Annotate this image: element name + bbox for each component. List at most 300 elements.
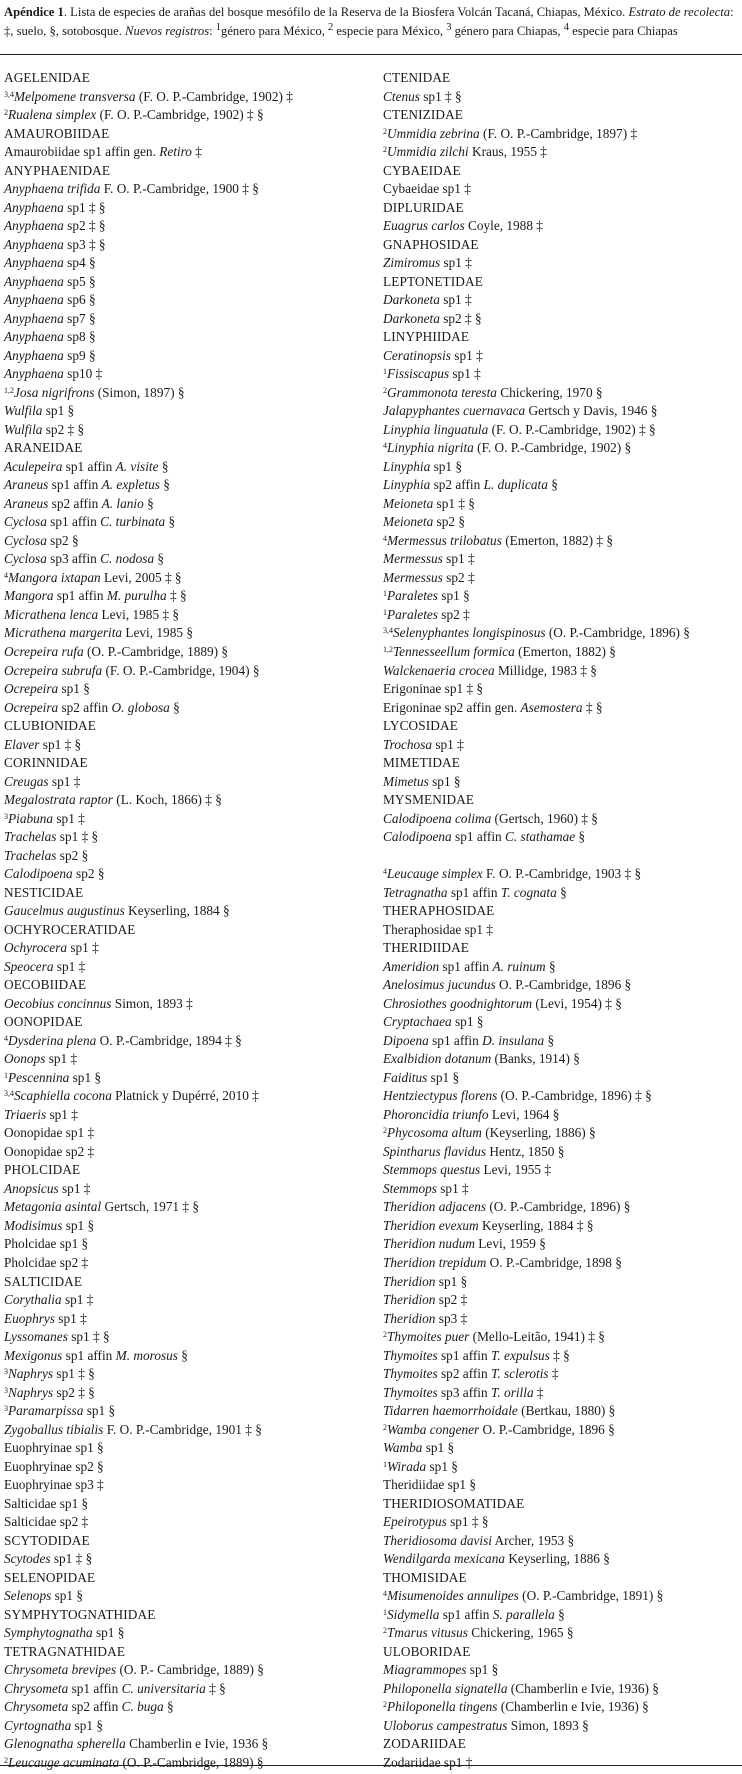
entry-text: sp1 ‡ xyxy=(450,347,483,363)
new-record-marker: 3,4 xyxy=(4,89,14,99)
entry-text: sp1 ‡ § xyxy=(56,829,99,845)
taxon-name: Calodipoena xyxy=(383,829,452,845)
species-entry xyxy=(383,1439,723,1458)
family-heading xyxy=(383,1569,723,1588)
taxon-name: Jalapyphantes cuernavaca xyxy=(383,403,526,419)
family-heading xyxy=(4,921,344,940)
taxon-name: Metagonia asintal xyxy=(4,1199,102,1215)
species-entry xyxy=(4,1180,344,1199)
entry-text: sp1 affin xyxy=(62,1347,116,1363)
entry-text: sp2 § xyxy=(433,514,465,530)
species-entry xyxy=(383,699,723,718)
family-heading xyxy=(4,1643,344,1662)
species-entry xyxy=(383,1273,723,1292)
new-record-marker: 4 xyxy=(4,570,8,580)
entry-text: (Emerton, 1882) ‡ § xyxy=(501,532,614,548)
entry-text: § xyxy=(165,514,176,530)
entry-text: F. O. P.-Cambridge, 1900 ‡ § xyxy=(100,181,259,197)
entry-text: sp2 ‡ xyxy=(435,1292,468,1308)
entry-text: sp8 § xyxy=(63,329,96,345)
taxon-name: Euophrys xyxy=(4,1310,55,1326)
species-entry xyxy=(383,828,723,847)
species-entry xyxy=(383,476,723,495)
species-entry xyxy=(383,513,723,532)
species-entry xyxy=(383,1161,723,1180)
new-record-marker: 3 xyxy=(4,1367,8,1377)
species-entry xyxy=(4,1069,344,1088)
affin-taxon-name: D. insulana xyxy=(482,1032,545,1048)
taxon-name: Anyphaena xyxy=(4,236,64,252)
bottom-rule xyxy=(0,1765,742,1766)
taxon-name: Zygoballus tibialis xyxy=(4,1421,104,1437)
entry-text: sp1 affin xyxy=(48,477,102,493)
entry-text: sp1 ‡ xyxy=(61,1292,94,1308)
species-entry xyxy=(383,1217,723,1236)
entry-text: (O. P.-Cambridge, 1896) ‡ § xyxy=(497,1088,652,1104)
new-record-marker: 1 xyxy=(383,1607,387,1617)
species-entry xyxy=(4,606,344,625)
entry-text: O. P.-Cambridge, 1896 § xyxy=(495,977,632,993)
taxon-name: Anelosimus jucundus xyxy=(383,977,496,993)
entry-text: sp1 § xyxy=(71,1717,104,1733)
species-entry xyxy=(383,1032,723,1051)
taxon-name: Phoroncidia triunfo xyxy=(383,1106,489,1122)
entry-text: Levi, 1964 § xyxy=(488,1106,560,1122)
taxon-name: Araneus xyxy=(4,477,49,493)
taxon-name: Chrysometa brevipes xyxy=(4,1662,117,1678)
species-entry xyxy=(383,495,723,514)
entry-text: Pholcidae sp2 ‡ xyxy=(4,1255,89,1270)
family-heading xyxy=(4,162,344,181)
taxon-name: Ummidia zilchi xyxy=(387,144,469,160)
species-entry xyxy=(4,495,344,514)
species-entry xyxy=(4,1439,344,1458)
taxon-name: Walckenaeria crocea xyxy=(383,662,495,678)
family-heading xyxy=(4,717,344,736)
species-entry xyxy=(383,1550,723,1569)
new-record-marker: 1,2 xyxy=(383,644,393,654)
species-entry xyxy=(4,1347,344,1366)
species-entry xyxy=(4,736,344,755)
taxon-name: Wulfila xyxy=(4,403,43,419)
new-record-marker: 2 xyxy=(383,1700,387,1710)
new-record-marker: 1 xyxy=(383,367,387,377)
entry-text: (Emerton, 1882) § xyxy=(514,643,616,659)
taxon-name: Mermessus xyxy=(383,569,443,585)
entry-text: sp1 § xyxy=(426,1458,458,1474)
entry-text: (Chamberlin e Ivie, 1936) § xyxy=(507,1680,659,1696)
affin-taxon-name: M. morosus xyxy=(115,1347,178,1363)
species-entry xyxy=(4,569,344,588)
new-record-marker: 2 xyxy=(383,126,387,136)
entry-text: sp1 ‡ § xyxy=(53,1366,95,1382)
species-entry xyxy=(4,680,344,699)
new-record-marker: 4 xyxy=(383,1589,387,1599)
taxon-name: Theridion adjacens xyxy=(383,1199,487,1215)
entry-text: (Bertkau, 1880) § xyxy=(517,1403,616,1419)
entry-text: Zodariidae sp1 ‡ xyxy=(383,1754,473,1770)
entry-text: sp1 ‡ xyxy=(45,1051,78,1067)
entry-text: § xyxy=(177,1347,188,1363)
species-entry xyxy=(4,143,344,162)
species-entry xyxy=(383,643,723,662)
family-name: CLUBIONIDAE xyxy=(4,718,96,734)
affin-taxon-name: C. nodosa xyxy=(100,551,155,567)
entry-text: (Mello-Leitão, 1941) ‡ § xyxy=(469,1329,605,1345)
species-entry xyxy=(383,1754,723,1773)
taxon-name: Modisimus xyxy=(4,1217,63,1233)
new-record-marker: 2 xyxy=(383,1126,387,1136)
species-entry xyxy=(4,699,344,718)
entry-text: sp2 affin xyxy=(48,495,102,511)
entry-text: sp1 ‡ xyxy=(432,736,464,752)
entry-text: Keyserling, 1884 § xyxy=(124,903,230,919)
entry-text: (O. P.-Cambridge, 1891) § xyxy=(518,1588,664,1604)
species-entry xyxy=(4,643,344,662)
family-heading xyxy=(4,1013,344,1032)
species-entry xyxy=(383,1661,723,1680)
entry-text: ‡ § xyxy=(166,588,187,604)
entry-text: sp1 ‡ xyxy=(53,810,85,826)
species-entry xyxy=(4,1087,344,1106)
taxon-name: Piabuna xyxy=(8,810,54,826)
species-entry xyxy=(4,402,344,421)
species-entry xyxy=(383,384,723,403)
family-name: AMAUROBIIDAE xyxy=(4,125,110,141)
taxon-name: Lyssomanes xyxy=(4,1329,68,1345)
species-entry xyxy=(4,624,344,643)
entry-text: sp3 ‡ § xyxy=(63,236,106,252)
species-entry xyxy=(383,1069,723,1088)
entry-text: § xyxy=(143,495,154,511)
species-entry xyxy=(4,273,344,292)
species-entry xyxy=(4,384,344,403)
family-heading xyxy=(383,1735,723,1754)
species-entry xyxy=(383,1624,723,1643)
family-heading xyxy=(4,1569,344,1588)
top-rule xyxy=(0,54,742,55)
taxon-name: Anyphaena xyxy=(4,347,64,363)
entry-text: Levi, 1985 § xyxy=(122,625,193,641)
species-entry xyxy=(383,532,723,551)
taxon-name: Chrysometa xyxy=(4,1699,69,1715)
new-record-marker: 2 xyxy=(383,1422,387,1432)
species-entry xyxy=(4,1402,344,1421)
species-entry xyxy=(383,810,723,829)
affin-taxon-name: C. buga xyxy=(121,1699,164,1715)
entry-text: sp6 § xyxy=(63,292,96,308)
family-heading xyxy=(4,1161,344,1180)
taxon-name: Mimetus xyxy=(383,773,429,789)
taxon-name: Micrathena margerita xyxy=(4,625,123,641)
affin-taxon-name: O. globosa xyxy=(111,699,170,715)
species-entry xyxy=(4,106,344,125)
species-entry xyxy=(383,1310,723,1329)
affin-taxon-name: A. ruinum xyxy=(492,958,546,974)
entry-text: (Chamberlin e Ivie, 1936) § xyxy=(497,1699,649,1715)
taxon-name: Thymoites xyxy=(383,1384,438,1400)
entry-text: § xyxy=(545,958,556,974)
taxon-name: Mermessus xyxy=(383,551,443,567)
entry-text: Oonopidae sp1 ‡ xyxy=(4,1125,95,1141)
new-record-marker: 2 xyxy=(383,385,387,395)
taxon-name: Sidymella xyxy=(387,1606,440,1622)
entry-text: Chickering, 1965 § xyxy=(467,1625,574,1641)
entry-text: sp1 § xyxy=(437,588,470,604)
species-entry xyxy=(383,421,723,440)
species-entry xyxy=(4,902,344,921)
taxon-name: Phycosoma altum xyxy=(387,1125,482,1141)
taxon-name: Anyphaena xyxy=(4,292,64,308)
species-entry xyxy=(4,1310,344,1329)
species-entry xyxy=(4,476,344,495)
affin-taxon-name: L. duplicata xyxy=(483,477,548,493)
entry-text: Keyserling, 1886 § xyxy=(505,1551,610,1567)
taxon-name: Anyphaena xyxy=(4,310,64,326)
taxon-name: Paramarpissa xyxy=(8,1403,84,1419)
entry-text: (F. O. P.-Cambridge, 1897) ‡ xyxy=(479,125,638,141)
family-heading xyxy=(383,199,723,218)
species-entry xyxy=(383,680,723,699)
taxon-name: Darkoneta xyxy=(383,310,440,326)
species-entry xyxy=(4,662,344,681)
taxon-name: Epeirotypus xyxy=(383,1514,447,1530)
caption-text: género para Chiapas, xyxy=(451,24,564,39)
entry-text: sp1 affin xyxy=(439,1606,493,1622)
species-entry xyxy=(383,1513,723,1532)
species-entry xyxy=(383,1198,723,1217)
entry-text: Euophryinae sp2 § xyxy=(4,1458,104,1474)
entry-text: sp2 ‡ § xyxy=(439,310,482,326)
entry-text: Salticidae sp2 ‡ xyxy=(4,1514,89,1530)
family-heading xyxy=(383,236,723,255)
taxon-name: Wulfila xyxy=(4,421,43,437)
taxon-name: Linyphia linguatula xyxy=(383,421,489,437)
family-name: CORINNIDAE xyxy=(4,755,88,771)
taxon-name: Retiro xyxy=(159,144,192,160)
entry-text: Platnick y Dupérré, 2010 ‡ xyxy=(111,1088,259,1104)
species-entry xyxy=(383,1421,723,1440)
family-heading xyxy=(383,902,723,921)
new-record-marker: 1 xyxy=(383,607,387,617)
species-entry xyxy=(383,995,723,1014)
species-entry xyxy=(383,254,723,273)
entry-text: Coyle, 1988 ‡ xyxy=(464,218,543,234)
caption-text: 4 xyxy=(563,22,569,33)
entry-text: (F. O. P.-Cambridge, 1902) ‡ § xyxy=(488,421,656,437)
family-name: ANYPHAENIDAE xyxy=(4,162,111,178)
taxon-name: Trochosa xyxy=(383,736,433,752)
species-entry xyxy=(383,402,723,421)
taxon-name: Aculepeira xyxy=(4,458,63,474)
entry-text: sp1 ‡ § xyxy=(419,88,462,104)
species-entry xyxy=(383,1347,723,1366)
entry-text: Chickering, 1970 § xyxy=(496,384,603,400)
table-caption xyxy=(4,4,738,39)
entry-text: sp1 ‡ xyxy=(46,1106,78,1122)
caption-text: especie para México, xyxy=(333,24,447,39)
taxon-name: Anyphaena xyxy=(4,273,64,289)
new-record-marker: 4 xyxy=(383,533,387,543)
species-entry xyxy=(4,421,344,440)
family-name: SYMPHYTOGNATHIDAE xyxy=(4,1606,156,1622)
species-entry xyxy=(383,439,723,458)
species-entry xyxy=(4,1254,344,1273)
species-entry xyxy=(383,1458,723,1477)
entry-text: ‡ § xyxy=(549,1347,570,1363)
entry-text: sp1 ‡ § xyxy=(433,495,475,511)
entry-text: sp1 ‡ xyxy=(442,551,475,567)
entry-text: ‡ xyxy=(533,1384,544,1400)
family-heading xyxy=(4,976,344,995)
taxon-name: Anyphaena xyxy=(4,218,64,234)
taxon-name: Wendilgarda mexicana xyxy=(383,1551,505,1567)
entry-text: ‡ xyxy=(548,1366,559,1382)
family-heading xyxy=(383,1495,723,1514)
taxon-name: Gaucelmus augustinus xyxy=(4,903,125,919)
taxon-name: Ocrepeira xyxy=(4,699,59,715)
taxon-name: Euagrus carlos xyxy=(383,218,465,234)
new-record-marker: 3 xyxy=(4,811,8,821)
taxon-name: Rualena simplex xyxy=(8,107,97,123)
new-record-marker: 1,2 xyxy=(4,385,14,395)
species-entry xyxy=(4,532,344,551)
species-entry xyxy=(4,1661,344,1680)
entry-text: Gertsch y Davis, 1946 § xyxy=(525,403,658,419)
family-name: THERIDIIDAE xyxy=(383,940,470,956)
family-name: MYSMENIDAE xyxy=(383,792,475,808)
taxon-name: Chrysometa xyxy=(4,1680,69,1696)
entry-text: O. P.-Cambridge, 1894 ‡ § xyxy=(96,1032,242,1048)
species-entry xyxy=(4,1735,344,1754)
taxon-name: Corythalia xyxy=(4,1292,62,1308)
species-entry xyxy=(383,1106,723,1125)
taxon-name: Theridion trepidum xyxy=(383,1255,487,1270)
family-heading xyxy=(383,328,723,347)
taxon-name: Naphrys xyxy=(8,1384,54,1400)
entry-text: Cybaeidae sp1 ‡ xyxy=(383,181,471,197)
entry-text: F. O. P.-Cambridge, 1901 ‡ § xyxy=(103,1421,262,1437)
entry-text: (Keyserling, 1886) § xyxy=(481,1125,596,1141)
entry-text: sp1 § xyxy=(51,1588,84,1604)
entry-text: sp4 § xyxy=(63,255,96,271)
taxon-name: Uloborus campestratus xyxy=(383,1717,508,1733)
entry-text: (F. O. P.-Cambridge, 1902) ‡ xyxy=(135,88,293,104)
entry-text: Hentz, 1850 § xyxy=(486,1143,565,1159)
entry-text: Levi, 2005 ‡ § xyxy=(100,569,182,585)
entry-text: § xyxy=(169,699,180,715)
species-entry xyxy=(383,365,723,384)
entry-text: sp1 affin xyxy=(46,514,101,530)
species-entry xyxy=(383,143,723,162)
entry-text: Simon, 1893 § xyxy=(507,1717,589,1733)
affin-taxon-name: A. expletus xyxy=(101,477,160,493)
entry-text: Theraphosidae sp1 ‡ xyxy=(383,921,494,937)
family-heading xyxy=(4,125,344,144)
caption-text: Nuevos registros xyxy=(125,24,210,39)
entry-text: sp1 ‡ xyxy=(67,940,99,956)
species-entry xyxy=(383,1087,723,1106)
species-entry xyxy=(383,884,723,903)
entry-text: Oonopidae sp2 ‡ xyxy=(4,1143,95,1159)
new-record-marker: 1 xyxy=(383,1459,387,1469)
species-entry xyxy=(383,1013,723,1032)
family-heading xyxy=(4,1606,344,1625)
taxon-name: Paraletes xyxy=(387,588,438,604)
species-entry xyxy=(4,1198,344,1217)
entry-text: sp3 ‡ xyxy=(435,1310,468,1326)
new-record-marker: 3,4 xyxy=(383,626,393,636)
entry-text: Amaurobiidae sp1 affin gen. xyxy=(4,144,160,160)
taxon-name: Linyphia xyxy=(383,477,431,493)
family-name: TETRAGNATHIDAE xyxy=(4,1643,126,1659)
entry-text: sp1 affin xyxy=(62,458,116,474)
species-entry xyxy=(383,347,723,366)
entry-text: O. P.-Cambridge, 1898 § xyxy=(486,1255,622,1270)
entry-text: § xyxy=(163,1699,174,1715)
taxon-name: Thymoites xyxy=(383,1347,438,1363)
species-entry xyxy=(4,828,344,847)
entry-text: § xyxy=(544,1032,555,1048)
taxon-name: Linyphia nigrita xyxy=(387,440,474,456)
taxon-name: Meioneta xyxy=(383,495,434,511)
entry-text: sp9 § xyxy=(63,347,96,363)
new-record-marker: 3 xyxy=(4,1385,8,1395)
affin-taxon-name: S. parallela xyxy=(492,1606,555,1622)
entry-text: Millidge, 1983 ‡ § xyxy=(494,662,597,678)
species-entry xyxy=(4,1513,344,1532)
species-entry xyxy=(383,180,723,199)
family-name: LYCOSIDAE xyxy=(383,718,458,734)
entry-text: (O. P.-Cambridge, 1889) § xyxy=(119,1754,264,1770)
species-entry xyxy=(383,1050,723,1069)
family-name: LEPTONETIDAE xyxy=(383,273,483,289)
caption-text: género para México, xyxy=(221,24,329,39)
species-entry xyxy=(383,736,723,755)
species-entry xyxy=(383,88,723,107)
entry-text: Archer, 1953 § xyxy=(491,1532,575,1548)
species-entry xyxy=(383,606,723,625)
taxon-name: Cyclosa xyxy=(4,532,47,548)
entry-text: § xyxy=(554,1606,565,1622)
taxon-name: Ctenus xyxy=(383,88,420,104)
species-entry xyxy=(4,1143,344,1162)
entry-text: sp1 affin xyxy=(68,1680,122,1696)
entry-text: Salticidae sp1 § xyxy=(4,1495,89,1511)
species-entry xyxy=(383,1143,723,1162)
taxon-name: Philoponella signatella xyxy=(383,1680,508,1696)
species-entry xyxy=(4,550,344,569)
family-name: SCYTODIDAE xyxy=(4,1532,90,1548)
affin-taxon-name: C. stathamae xyxy=(505,829,576,845)
family-name: DIPLURIDAE xyxy=(383,199,464,215)
taxon-name: Paraletes xyxy=(387,606,438,622)
species-entry xyxy=(4,939,344,958)
entry-text: sp3 affin xyxy=(46,551,101,567)
entry-text: sp1 ‡ § xyxy=(446,1514,489,1530)
entry-text: sp1 § xyxy=(422,1440,455,1456)
entry-text: § xyxy=(556,884,567,900)
family-name: THERAPHOSIDAE xyxy=(383,903,495,919)
taxon-name: Theridion xyxy=(383,1310,436,1326)
entry-text: sp1 § xyxy=(92,1625,125,1641)
taxon-name: Theridiosoma davisi xyxy=(383,1532,492,1548)
species-entry xyxy=(383,1587,723,1606)
taxon-name: Anyphaena trifida xyxy=(4,181,101,197)
taxon-name: Philoponella tingens xyxy=(387,1699,498,1715)
entry-text: Keyserling, 1884 ‡ § xyxy=(478,1217,594,1233)
entry-text: ‡ § xyxy=(582,699,603,715)
